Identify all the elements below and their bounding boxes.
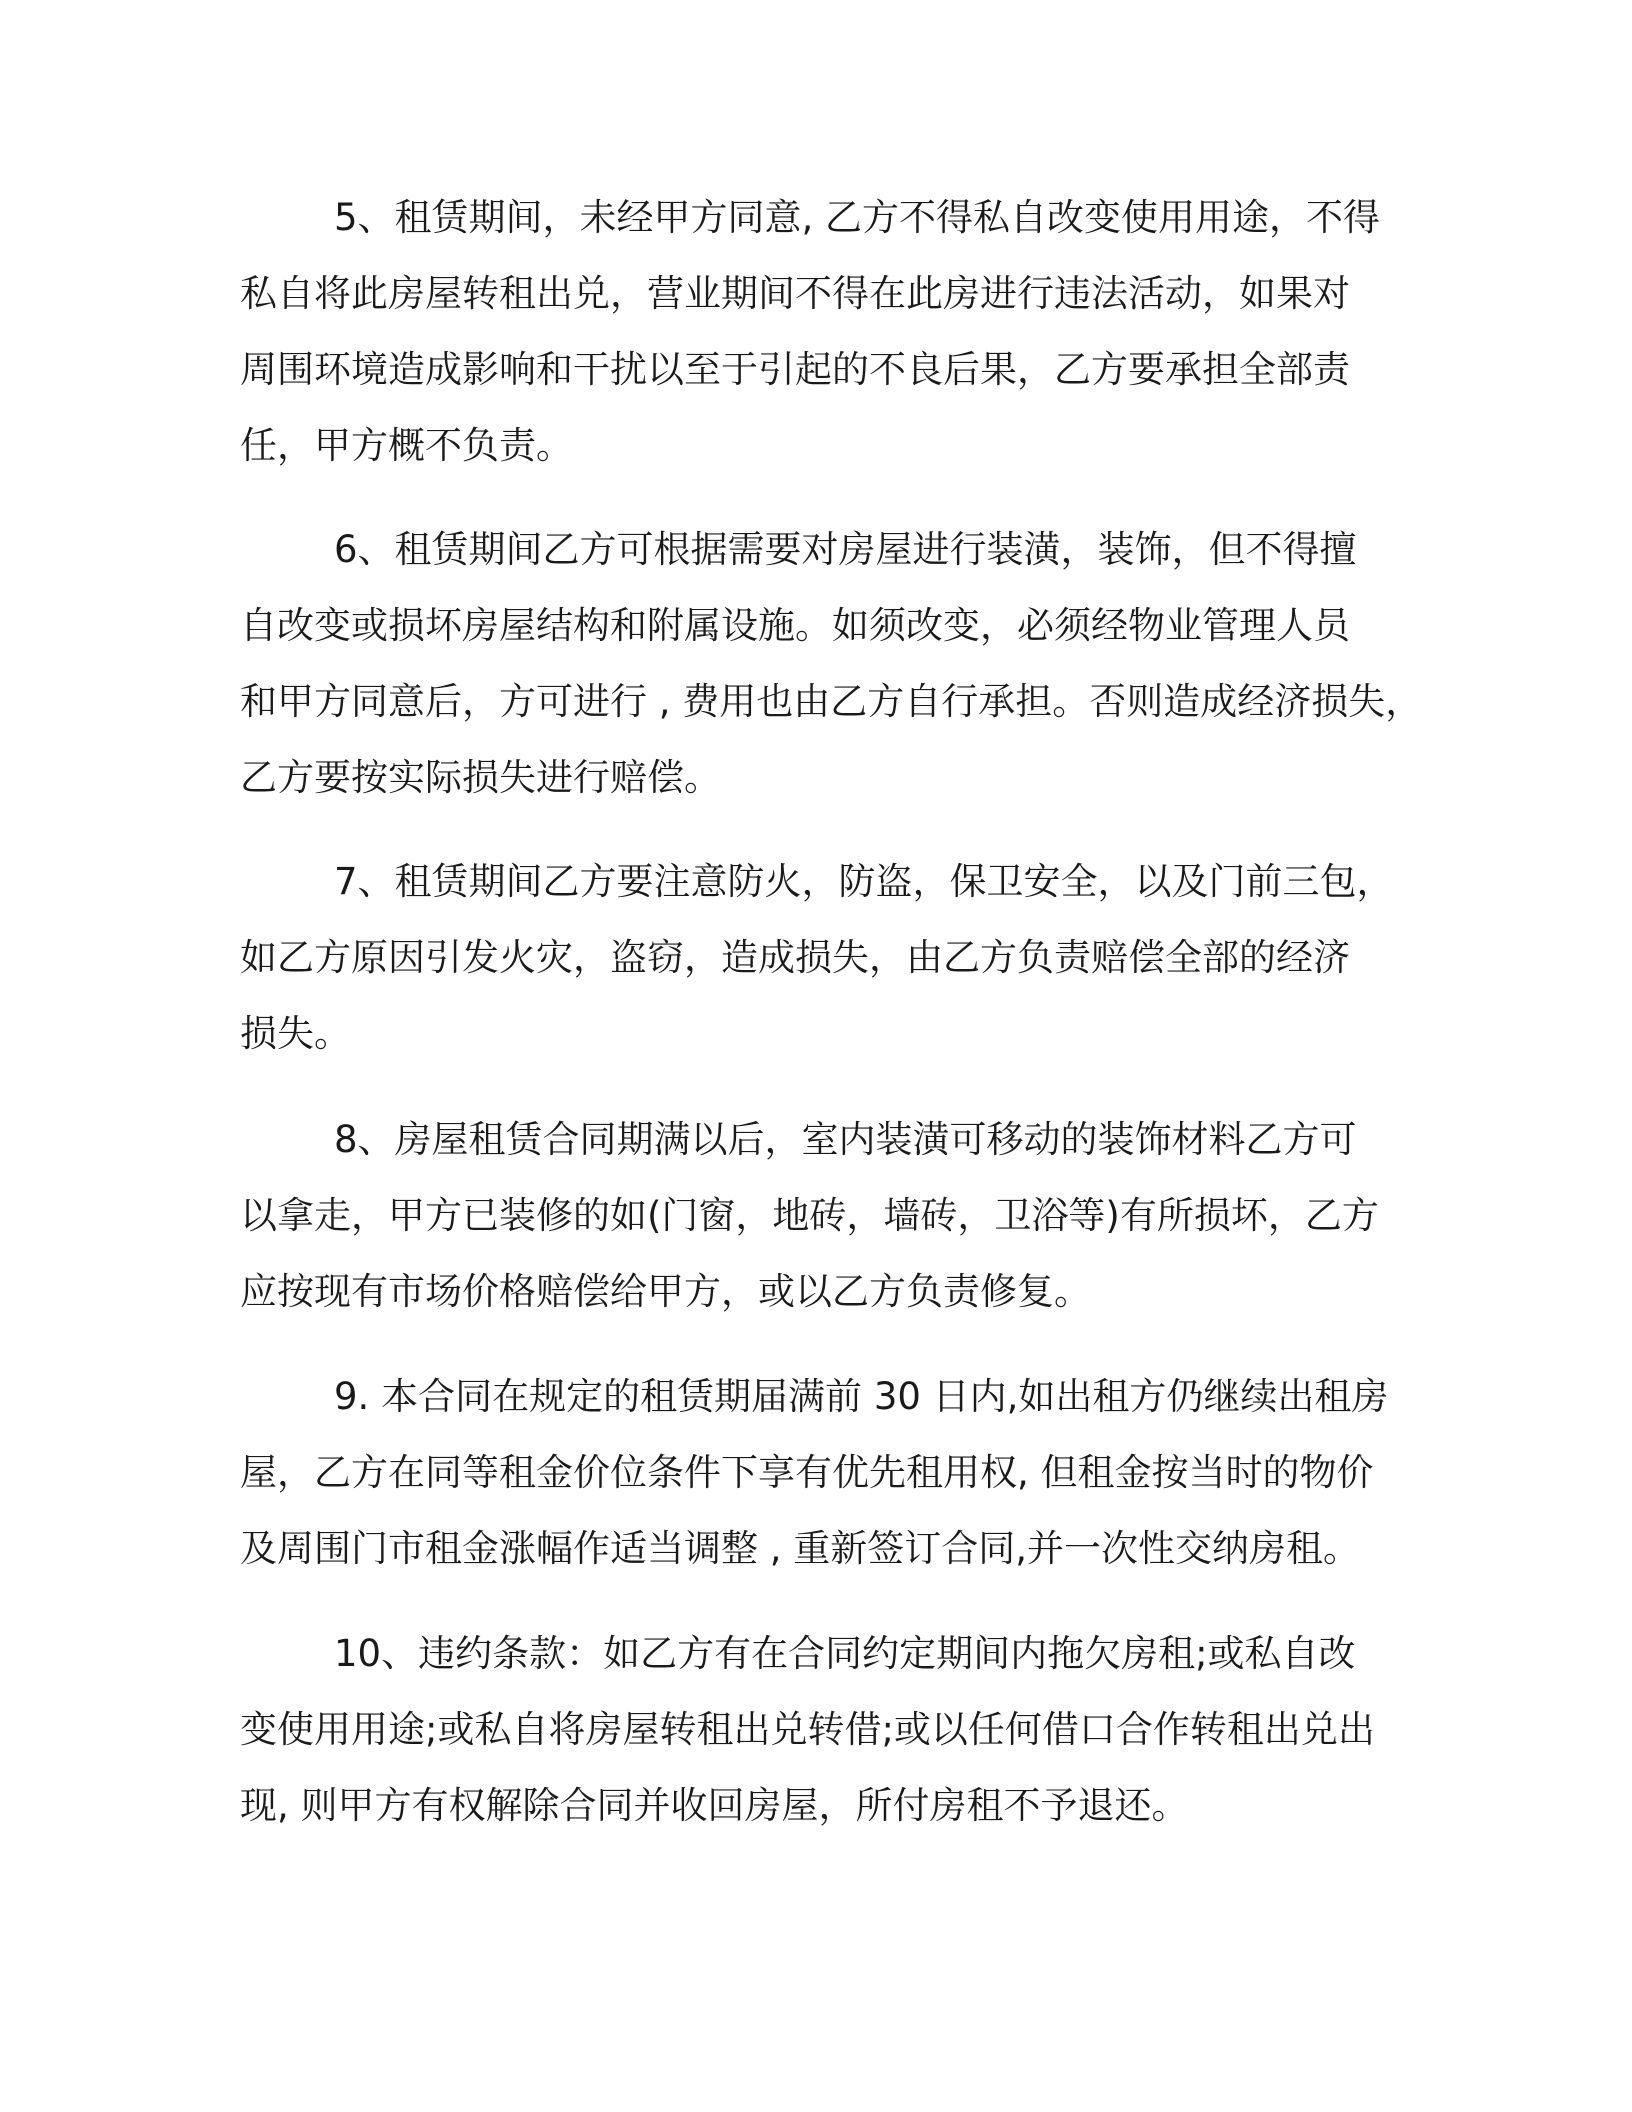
clause-6-line-4: 乙方要按实际损失进行赔偿。 [240, 756, 721, 799]
clause-9-line-1: 9. 本合同在规定的租赁期届满前 30 日内,如出租方仍继续出租房 [334, 1375, 1389, 1418]
clause-10-line-1: 10、违约条款：如乙方有在合同约定期间内拖欠房租;或私自改 [334, 1632, 1356, 1675]
clause-9-line-3: 及周围门市租金涨幅作适当调整 , 重新签订合同,并一次性交纳房租。 [240, 1527, 1361, 1570]
clause-7-line-3: 损失。 [240, 1012, 351, 1055]
clause-7-line-2: 如乙方原因引发火灾，盗窃，造成损失，由乙方负责赔偿全部的经济 [240, 936, 1350, 979]
clause-8-line-3: 应按现有市场价格赔偿给甲方，或以乙方负责修复。 [240, 1270, 1091, 1313]
clause-8-line-1: 8、房屋租赁合同期满以后，室内装潢可移动的装饰材料乙方可 [334, 1118, 1357, 1161]
clause-8-line-2: 以拿走，甲方已装修的如(门窗，地砖，墙砖，卫浴等)有所损坏，乙方 [240, 1194, 1379, 1237]
clause-7-line-1: 7、租赁期间乙方要注意防火，防盗，保卫安全，以及门前三包， [334, 860, 1394, 903]
clause-5-line-4: 任，甲方概不负责。 [240, 424, 573, 467]
clause-6-line-2: 自改变或损坏房屋结构和附属设施。如须改变，必须经物业管理人员 [240, 604, 1350, 647]
clause-10-line-3: 现, 则甲方有权解除合同并收回房屋，所付房租不予退还。 [240, 1784, 1189, 1827]
clause-6-line-1: 6、租赁期间乙方可根据需要对房屋进行装潢，装饰，但不得擅 [334, 528, 1357, 571]
clause-10-line-2: 变使用用途;或私自将房屋转租出兑转借;或以任何借口合作转租出兑出 [240, 1708, 1375, 1751]
clause-9-line-2: 屋，乙方在同等租金价位条件下享有优先租用权, 但租金按当时的物价 [240, 1451, 1374, 1494]
clause-5-line-3: 周围环境造成影响和干扰以至于引起的不良后果，乙方要承担全部责 [240, 348, 1350, 391]
clause-5-line-1: 5、租赁期间，未经甲方同意, 乙方不得私自改变使用用途，不得 [334, 196, 1381, 239]
clause-6-line-3: 和甲方同意后，方可进行 , 费用也由乙方自行承担。否则造成经济损失， [240, 680, 1423, 723]
clause-5-line-2: 私自将此房屋转租出兑，营业期间不得在此房进行违法活动，如果对 [240, 272, 1350, 315]
